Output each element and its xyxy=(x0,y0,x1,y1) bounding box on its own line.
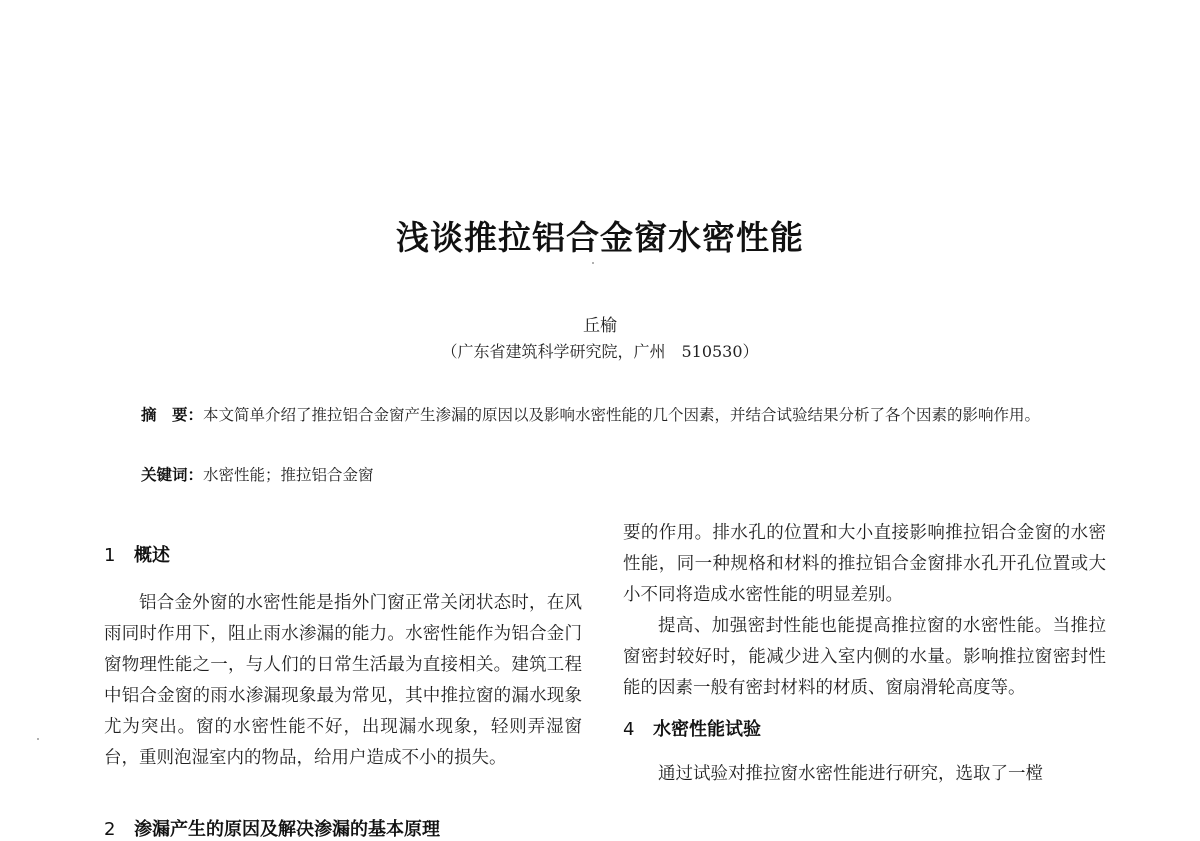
right-column xyxy=(623,518,1106,790)
keywords-label: 关键词： xyxy=(141,466,204,484)
section-number: 4 xyxy=(623,719,635,740)
paragraph-sealing: 提高、加强密封性能也能提高推拉窗的水密性能。当推拉窗密封较好时，能减少进入室内侧的水量。影响推拉窗密封性能的因素一般有密封材料的材质、窗扇滑轮高度等。 xyxy=(623,616,1106,698)
section-heading-4 xyxy=(623,714,1106,745)
left-column xyxy=(104,540,582,774)
paragraph-overview: 铝合金外窗的水密性能是指外门窗正常关闭状态时，在风雨同时作用下，阻止雨水渗漏的能力。水密性能作为铝合金门窗物理性能之一，与人们的日常生活最为直接相关。建筑工程中铝合金窗的雨水渗漏现象最为常见，其中推拉窗的漏水现象尤为突出。窗的水密性能不好，出现漏水现象，轻则弄湿窗台，重则泡湿室内的物品，给用户造成不小的损失。 xyxy=(104,593,582,768)
abstract xyxy=(141,400,1071,430)
keywords-text: 水密性能；推拉铝合金窗 xyxy=(203,466,374,484)
abstract-text: 本文简单介绍了推拉铝合金窗产生渗漏的原因以及影响水密性能的几个因素，并结合试验结果分析了各个因素的影响作用。 xyxy=(203,406,1041,424)
scan-speck xyxy=(592,262,594,264)
section-title: 水密性能试验 xyxy=(653,719,761,740)
abstract-label: 摘 要： xyxy=(141,406,204,424)
paragraph-water-test: 通过试验对推拉窗水密性能进行研究，选取了一樘 xyxy=(658,764,1043,784)
scan-speck xyxy=(37,738,39,740)
section-heading-1 xyxy=(104,540,582,571)
paper-title: 浅谈推拉铝合金窗水密性能 xyxy=(396,218,804,257)
author-name: 丘榆 xyxy=(583,316,617,336)
keywords xyxy=(141,460,1071,490)
section-number: 1 xyxy=(104,545,116,566)
section-title: 概述 xyxy=(134,545,170,566)
section-number: 2 xyxy=(104,819,116,840)
author-affiliation: （广东省建筑科学研究院，广州 510530） xyxy=(441,342,759,361)
section-title: 渗漏产生的原因及解决渗漏的基本原理 xyxy=(134,819,440,840)
section-heading-2 xyxy=(104,815,440,841)
paragraph-drain-holes: 要的作用。排水孔的位置和大小直接影响推拉铝合金窗的水密性能，同一种规格和材料的推拉铝合金窗排水孔开孔位置或大小不同将造成水密性能的明显差别。 xyxy=(623,523,1106,605)
